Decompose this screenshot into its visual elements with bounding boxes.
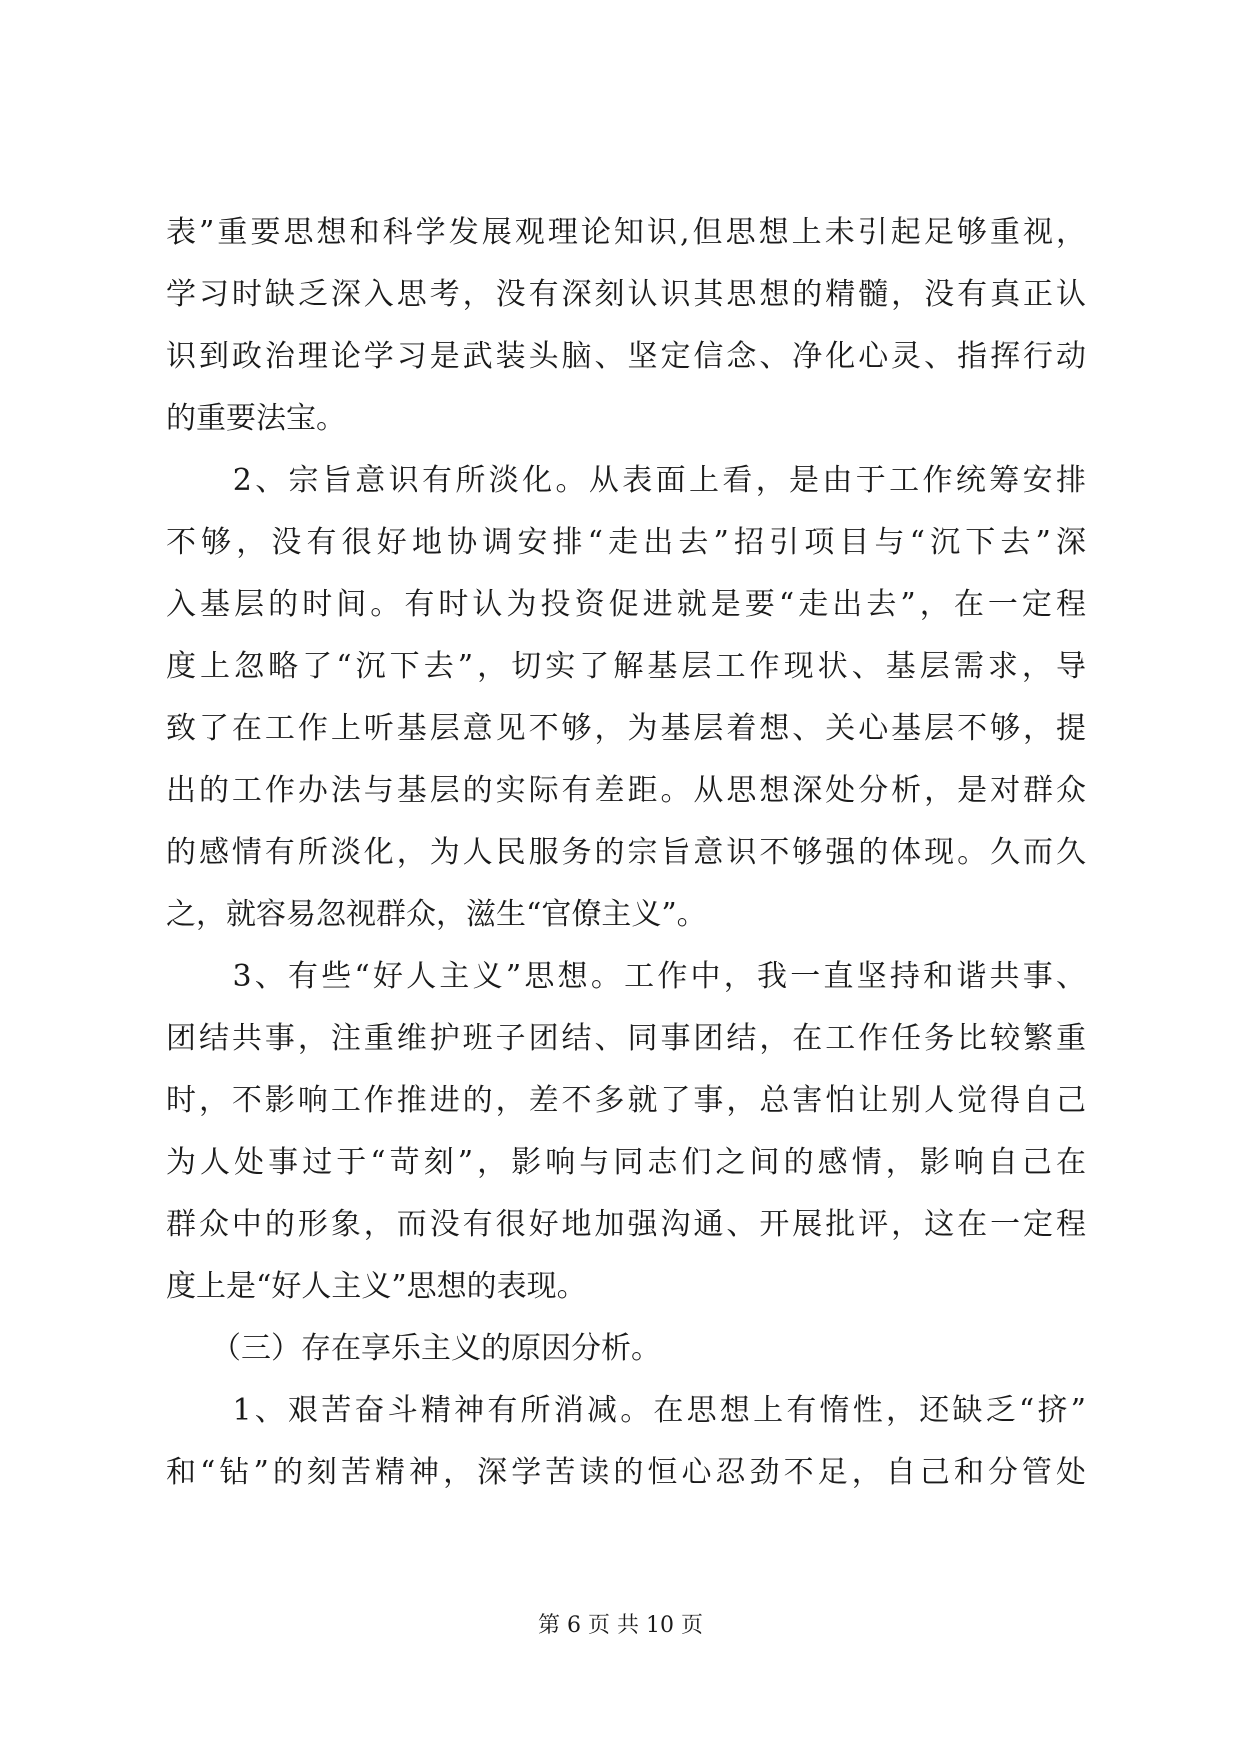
text-line: 群众中的形象，而没有很好地加强沟通、开展批评，这在一定程: [166, 1207, 1086, 1242]
text-line: 度上忽略了“沉下去”，切实了解基层工作现状、基层需求，导: [166, 649, 1086, 684]
document-body: [166, 202, 1086, 1504]
text-line: 1、艰苦奋斗精神有所消减。在思想上有惰性，还缺乏“挤”: [166, 1393, 1086, 1428]
text-line: 的感情有所淡化，为人民服务的宗旨意识不够强的体现。久而久: [166, 835, 1086, 870]
text-line: 和“钻”的刻苦精神，深学苦读的恒心忍劲不足，自己和分管处: [166, 1455, 1086, 1490]
text-line: 入基层的时间。有时认为投资促进就是要“走出去”，在一定程: [166, 587, 1086, 622]
text-line: 团结共事，注重维护班子团结、同事团结，在工作任务比较繁重: [166, 1021, 1086, 1056]
text-line: 不够，没有很好地协调安排“走出去”招引项目与“沉下去”深: [166, 525, 1086, 560]
text-line: 识到政治理论学习是武装头脑、坚定信念、净化心灵、指挥行动: [166, 339, 1086, 374]
text-line: 学习时缺乏深入思考，没有深刻认识其思想的精髓，没有真正认: [166, 277, 1086, 312]
text-line: 致了在工作上听基层意见不够，为基层着想、关心基层不够，提: [166, 711, 1086, 746]
text-line: 为人处事过于“苛刻”，影响与同志们之间的感情，影响自己在: [166, 1145, 1086, 1180]
text-line: 时，不影响工作推进的，差不多就了事，总害怕让别人觉得自己: [166, 1083, 1086, 1118]
text-line: 3、有些“好人主义”思想。工作中，我一直坚持和谐共事、: [166, 959, 1086, 994]
text-line: 度上是“好人主义”思想的表现。: [166, 1269, 587, 1304]
text-line: 之，就容易忽视群众，滋生“官僚主义”。: [166, 897, 707, 932]
page-number-footer: 第 6 页 共 10 页: [538, 1613, 703, 1638]
text-line: 2、宗旨意识有所淡化。从表面上看，是由于工作统筹安排: [166, 463, 1086, 498]
section-heading: （三）存在享乐主义的原因分析。: [166, 1331, 661, 1366]
text-line: 的重要法宝。: [166, 401, 346, 436]
text-line: 出的工作办法与基层的实际有差距。从思想深处分析，是对群众: [166, 773, 1086, 808]
text-line: 表”重要思想和科学发展观理论知识,但思想上未引起足够重视，: [166, 215, 1086, 250]
